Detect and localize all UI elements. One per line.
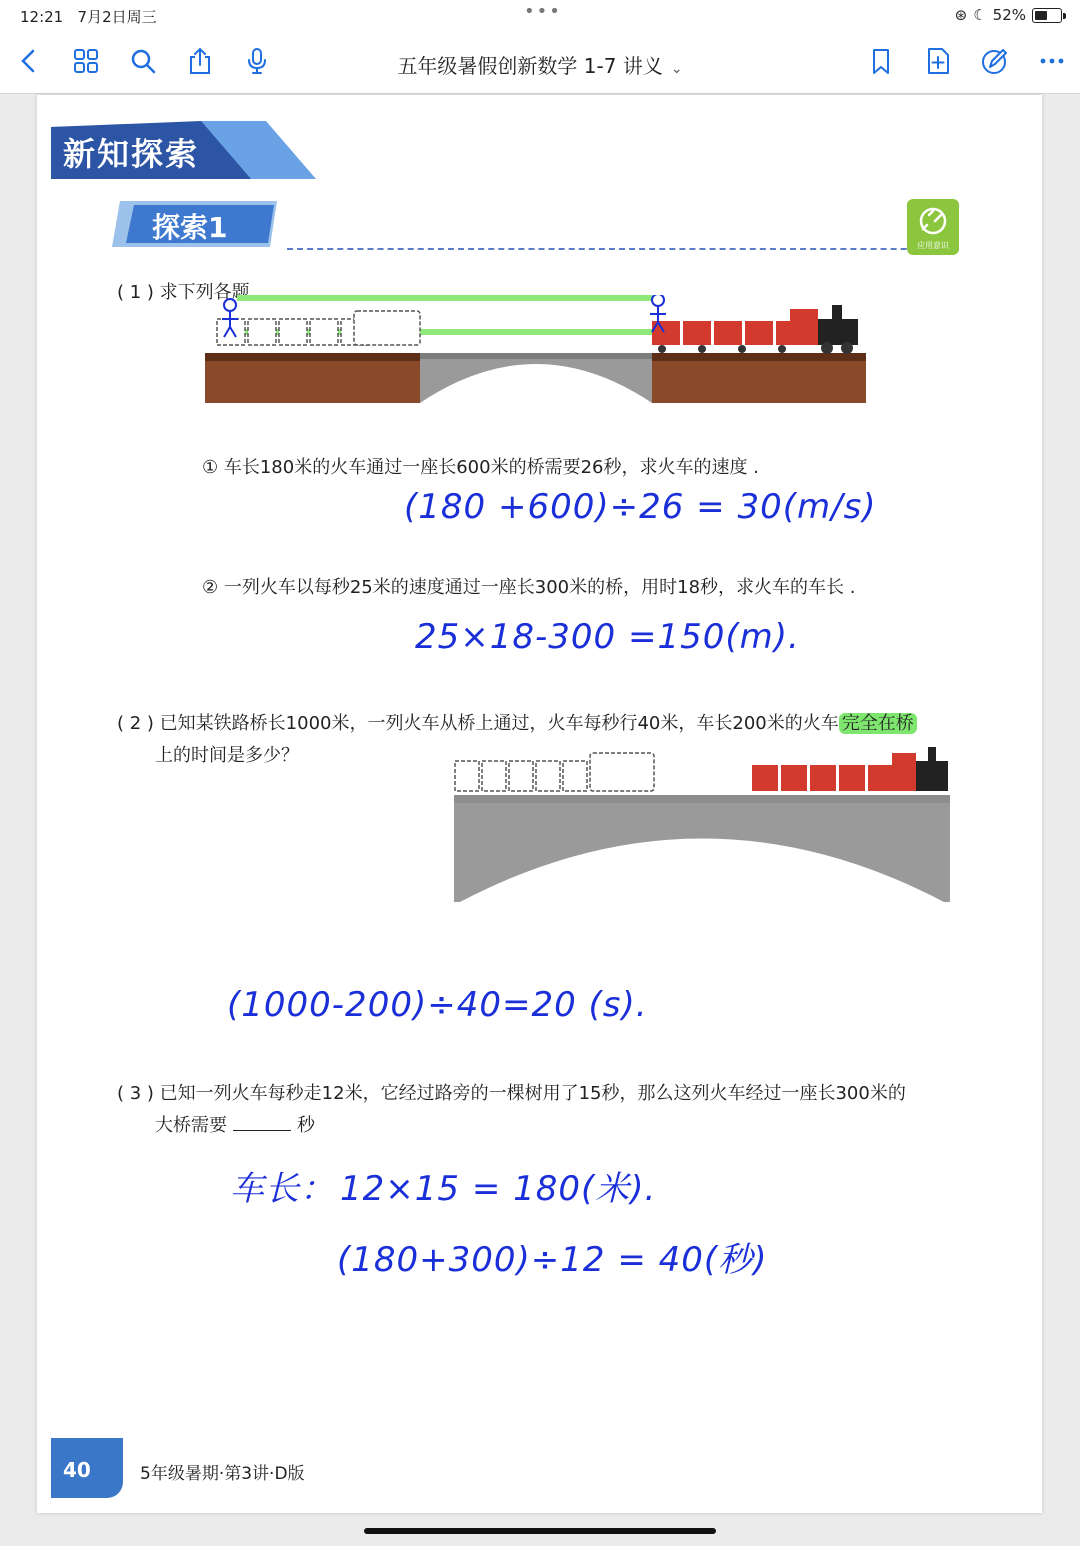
- home-indicator[interactable]: [364, 1528, 716, 1534]
- q1-part1: ① 车长180米的火车通过一座长600米的桥需要26秒，求火车的速度 .: [202, 457, 759, 478]
- battery-percent: 52%: [992, 6, 1026, 24]
- handwritten-answer-5: (180+300)÷12 = 40(秒): [337, 1240, 768, 1280]
- status-date: 7月2日周三: [77, 8, 157, 26]
- q3-line2-text: 大桥需要: [155, 1115, 227, 1136]
- chevron-down-icon[interactable]: ⌄: [670, 61, 683, 77]
- section-banner: [51, 121, 316, 179]
- page-footer: 5年级暑期·第3讲·D版: [140, 1464, 305, 1484]
- handwritten-answer-4: 12×15 = 180(米).: [340, 1169, 657, 1209]
- q3-line2: [155, 1111, 315, 1137]
- more-icon[interactable]: [1037, 46, 1067, 76]
- bookmark-icon[interactable]: [866, 46, 896, 76]
- application-awareness-badge: [907, 199, 959, 255]
- status-bar: [0, 0, 1080, 30]
- app-tag-label: 应用意识: [917, 241, 949, 250]
- handwritten-answer-1: (180 +600)÷26 = 30(m/s): [404, 487, 877, 527]
- q3-line1: ( 3 ) 已知一列火车每秒走12米，它经过路旁的一棵树用了15秒，那么这列火车经过一座长300米的: [117, 1083, 906, 1104]
- top-toolbar: [0, 30, 1080, 94]
- orientation-lock-icon: ⊛: [954, 6, 968, 24]
- moon-icon: ☾: [973, 6, 987, 24]
- explore-tag-label: 探索1: [152, 211, 228, 244]
- q1-part2: ② 一列火车以每秒25米的速度通过一座长300米的桥，用时18秒，求火车的车长 .: [202, 577, 856, 598]
- page-number: 40: [63, 1458, 91, 1482]
- battery-icon: [1032, 8, 1062, 23]
- q2-line2: 上的时间是多少？: [155, 745, 299, 766]
- plug-icon: [907, 199, 959, 239]
- handwritten-label-car-length: 车长：: [230, 1169, 335, 1209]
- q1-title: ( 1 ) 求下列各题 .: [117, 282, 262, 303]
- status-right: [955, 6, 1062, 24]
- document-page: [37, 95, 1042, 1513]
- page-number-badge: [51, 1438, 123, 1498]
- q3-unit: 秒: [297, 1115, 315, 1136]
- markup-pen-icon[interactable]: [980, 46, 1010, 76]
- answer-blank[interactable]: [233, 1130, 291, 1131]
- q2-line1-text: ( 2 ) 已知某铁路桥长1000米，一列火车从桥上通过，火车每秒行40米，车长200米的火车: [117, 713, 839, 734]
- dashed-divider: [287, 248, 957, 250]
- handwritten-answer-3: (1000-200)÷40=20 (s).: [227, 985, 648, 1025]
- status-time: 12:21 7月2日周三: [20, 8, 157, 26]
- document-title[interactable]: 五年级暑假创新数学 1-7 讲义 ⌄: [397, 54, 683, 78]
- add-page-icon[interactable]: [923, 46, 953, 76]
- highlighted-text: 完全在桥: [839, 713, 917, 734]
- handwritten-answer-2: 25×18-300 =150(m).: [415, 617, 800, 657]
- bridge-illustration-2: [452, 745, 952, 905]
- multitask-dots-icon[interactable]: •••: [524, 1, 562, 22]
- explore-tag: [112, 199, 282, 249]
- battery-fill: [1035, 11, 1047, 20]
- q2-line1: [117, 709, 917, 735]
- bridge-illustration-1: [202, 295, 872, 407]
- banner-title: 新知探索: [63, 135, 200, 173]
